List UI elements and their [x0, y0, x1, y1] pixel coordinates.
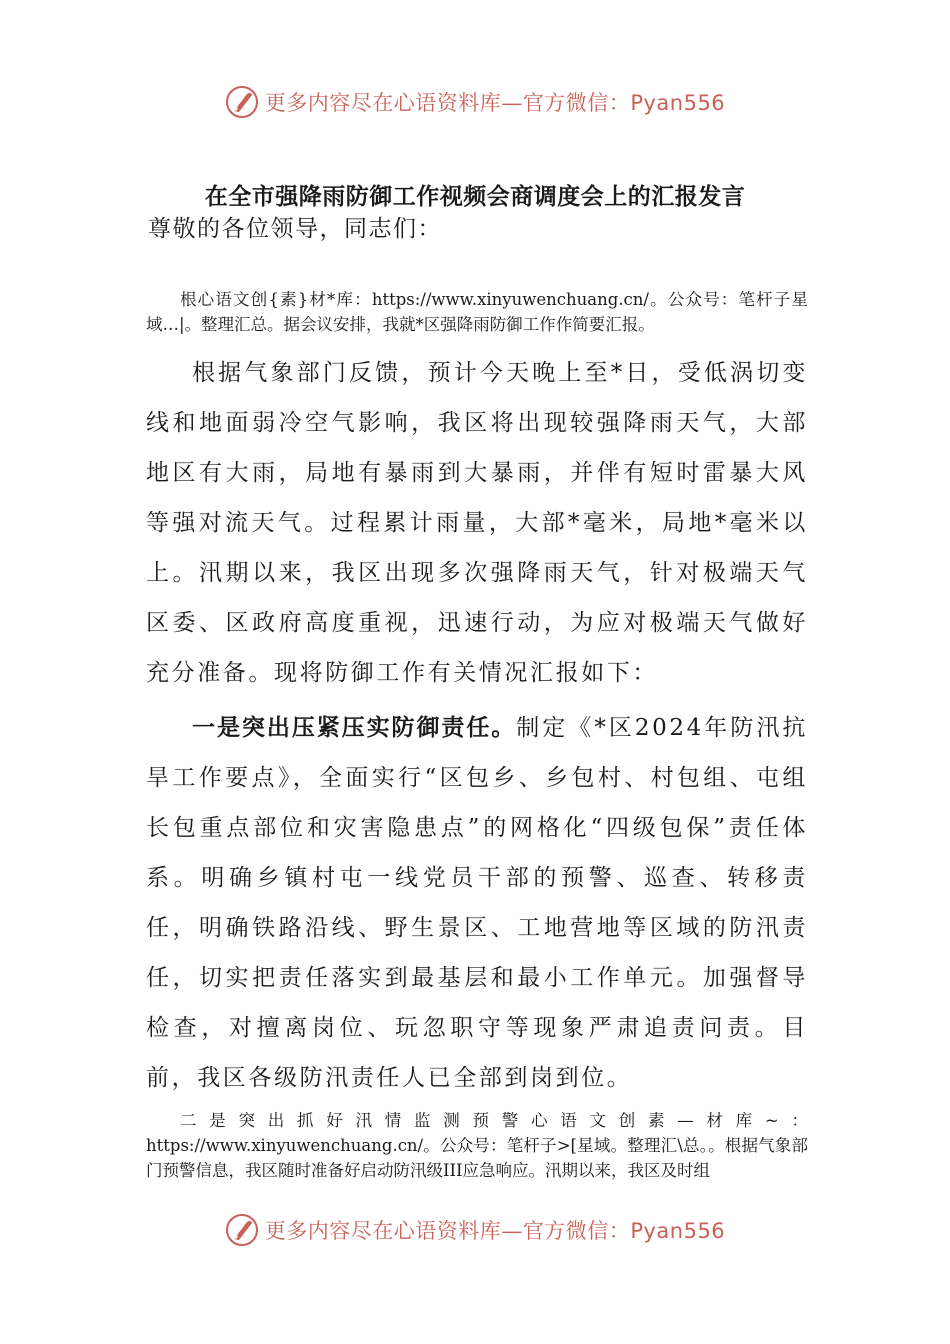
- document-title: 在全市强降雨防御工作视频会商调度会上的汇报发言: [204, 184, 746, 210]
- watermark-banner-bottom: [0, 1206, 950, 1254]
- monitoring-paragraph: 二是突出抓好汛情监测预警心语文创素—材库~：https://www.xinyuwenchuang.cn/。公众号：笔杆子>[星域。整理汇\总。。根据气象部门预警信息，我区随时准备好启动防汛级III应急响应。汛期以来，我区及时组: [146, 1111, 808, 1180]
- section-lead: 一是突出压紧压实防御责任。: [192, 715, 517, 741]
- intro-paragraph: 根心语文创{素}材*库：https://www.xinyuwenchuang.cn/。公众号：笔杆子星域…|。整理汇总。据会议安排，我就*区强降雨防御工作作简要汇报。: [146, 290, 808, 334]
- watermark-text: 更多内容尽在心语资料库—官方微信：Pyan556: [264, 91, 726, 115]
- quill-logo-icon: [225, 1213, 259, 1247]
- quill-logo-icon: [225, 85, 259, 119]
- watermark-text: 更多内容尽在心语资料库—官方微信：Pyan556: [264, 1219, 726, 1243]
- weather-paragraph: 根据气象部门反馈，预计今天晚上至*日，受低涡切变线和地面弱冷空气影响，我区将出现较强降雨天气，大部地区有大雨，局地有暴雨到大暴雨，并伴有短时雷暴大风等强对流天气。过程累计雨量，大部*毫米，局地*毫米以上。汛期以来，我区出现多次强降雨天气，针对极端天气区委、区政府高度重视，迅速行动，为应对极端天气做好充分准备。现将防御工作有关情况汇报如下：: [146, 360, 808, 686]
- section-body: 制定《*区2024年防汛抗旱工作要点》，全面实行“区包乡、乡包村、村包组、屯组长包重点部位和灾害隐患点”的网格化“四级包保”责任体系。明确乡镇村屯一线党员干部的预警、巡查、转移责任，明确铁路沿线、野生景区、工地营地等区域的防汛责任，切实把责任落实到最基层和最小工作单元。加强督导检查，对擅离岗位、玩忽职守等现象严肃追责问责。目前，我区各级防汛责任人已全部到岗到位。: [146, 715, 809, 1091]
- salutation: 尊敬的各位领导，同志们：: [148, 216, 442, 242]
- watermark-banner-top: [0, 78, 950, 126]
- responsibility-paragraph: [146, 703, 808, 1103]
